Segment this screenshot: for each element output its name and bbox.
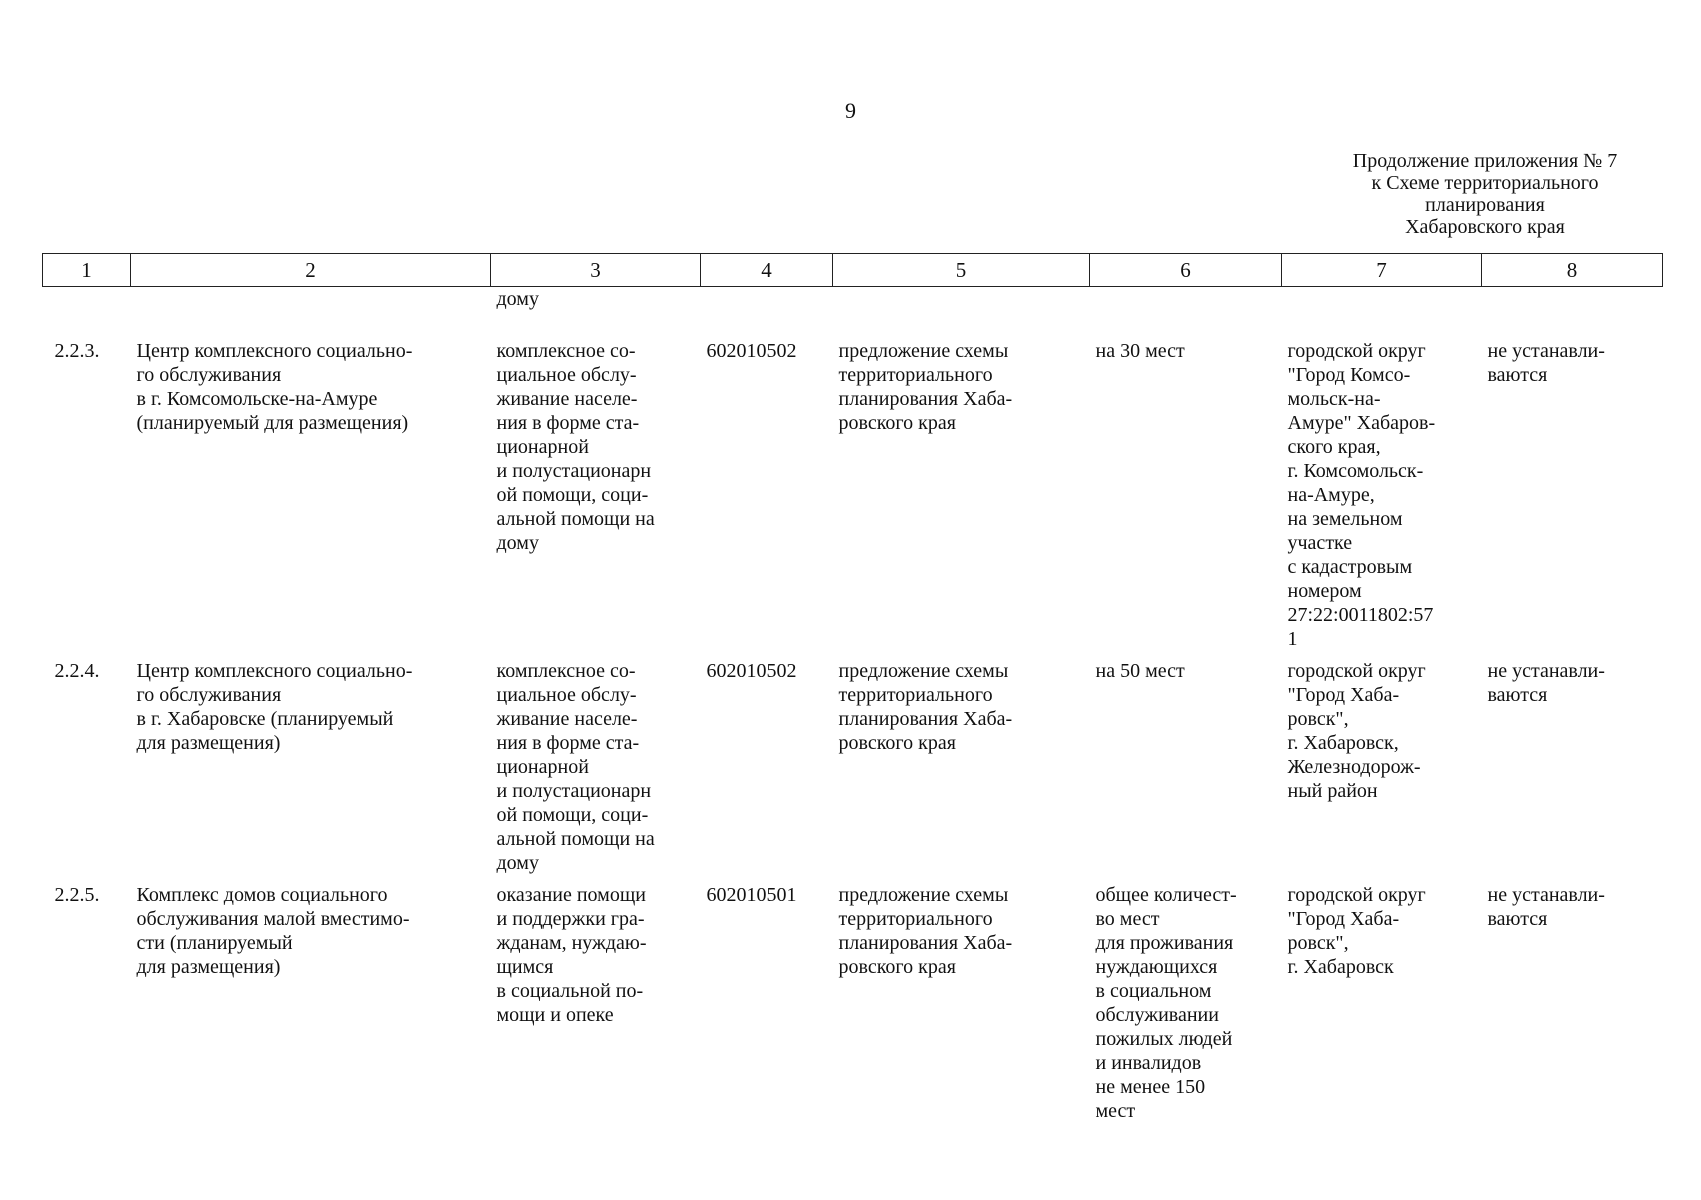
object-capacity: общее количест- во мест для проживания нуждающихся в социальном обслуживании пожилых людей и инвалидов не менее 150 мест (1095, 884, 1237, 1122)
column-header: 6 (1090, 254, 1282, 287)
column-header: 4 (701, 254, 833, 287)
object-purpose: комплексное со- циальное обслу- живание населе- ния в форме ста- ционарной и полустационарн ой помощи, соци- альной помощи на дому (496, 340, 655, 554)
page-number: 9 (845, 98, 856, 123)
object-code: 602010502 (706, 340, 797, 362)
object-code: 602010501 (706, 884, 797, 906)
object-capacity: на 30 мест (1095, 340, 1185, 362)
table-header-row (43, 254, 1663, 287)
object-name: Центр комплексного социально- го обслуживания в г. Хабаровске (планируемый для размещения) (136, 660, 413, 754)
continuation-row (43, 287, 1663, 340)
row-number: 2.2.3. (54, 340, 100, 362)
object-capacity: на 50 мест (1095, 660, 1185, 682)
object-purpose: комплексное со- циальное обслу- живание населе- ния в форме ста- ционарной и полустационарн ой помощи, соци- альной помощи на дому (496, 660, 655, 874)
table-row (43, 339, 1663, 659)
object-location: городской округ "Город Хаба- ровск", г. Хабаровск (1287, 884, 1426, 978)
object-purpose: оказание помощи и поддержки гра- жданам, нуждаю- щимся в социальной по- мощи и опеке (496, 884, 647, 1026)
appendix-note (1290, 150, 1680, 238)
object-basis: предложение схемы территориального планирования Хаба- ровского края (838, 660, 1013, 754)
object-zones: не устанавли- ваются (1487, 884, 1605, 930)
appendix-note-line: к Схеме территориального (1371, 172, 1599, 194)
object-basis: предложение схемы территориального планирования Хаба- ровского края (838, 340, 1013, 434)
appendix-note-line: планирования (1425, 194, 1545, 216)
object-basis: предложение схемы территориального планирования Хаба- ровского края (838, 884, 1013, 978)
column-header: 3 (491, 254, 701, 287)
continuation-text: дому (496, 288, 539, 310)
object-code: 602010502 (706, 660, 797, 682)
column-header: 5 (833, 254, 1090, 287)
appendix-note-line: Хабаровского края (1405, 216, 1565, 238)
appendix-note-line: Продолжение приложения № 7 (1352, 150, 1618, 172)
object-zones: не устанавли- ваются (1487, 340, 1605, 386)
object-location: городской округ "Город Хаба- ровск", г. Хабаровск, Железнодорож- ный район (1287, 660, 1426, 802)
column-header: 1 (43, 254, 131, 287)
column-header: 7 (1282, 254, 1482, 287)
table-row (43, 659, 1663, 883)
object-zones: не устанавли- ваются (1487, 660, 1605, 706)
object-name: Комплекс домов социального обслуживания малой вместимо- сти (планируемый для размещения) (136, 884, 410, 978)
object-name: Центр комплексного социально- го обслуживания в г. Комсомольске-на-Амуре (планируемый для размещения) (136, 340, 413, 434)
column-header: 2 (131, 254, 491, 287)
row-number: 2.2.4. (54, 660, 100, 682)
table-row (43, 883, 1663, 1131)
objects-table (42, 253, 1663, 1131)
object-location: городской округ "Город Комсо- мольск-на- Амуре" Хабаров- ского края, г. Комсомольск- на-Амуре, на земельном участке с кадастровым номером 27:22:0011802:57 1 (1287, 340, 1436, 650)
column-header: 8 (1482, 254, 1663, 287)
row-number: 2.2.5. (54, 884, 100, 906)
